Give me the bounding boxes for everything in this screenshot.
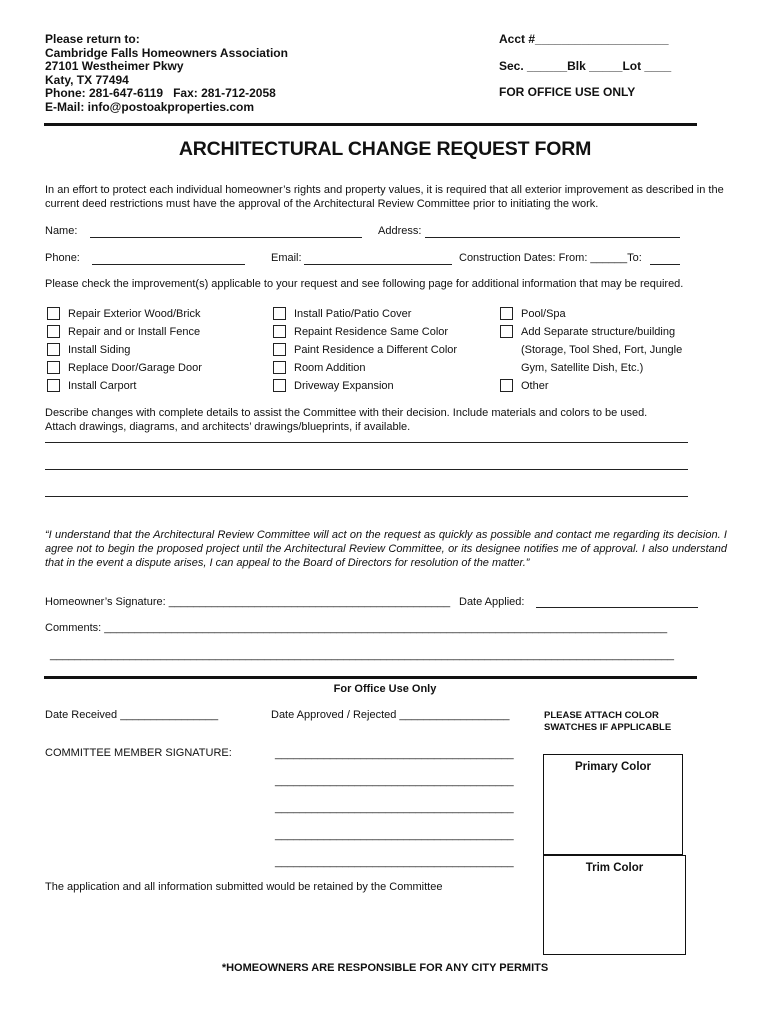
street-address: 27101 Westheimer Pkwy xyxy=(45,59,184,73)
date-applied-label: Date Applied: xyxy=(459,596,525,608)
committee-signature-line-3[interactable]: _______________________________________ xyxy=(275,802,514,814)
office-use-label: FOR OFFICE USE ONLY xyxy=(499,85,636,99)
label-pool: Pool/Spa xyxy=(521,308,566,320)
address-input[interactable] xyxy=(425,237,680,238)
retained-note: The application and all information submitted would be retained by the Committee xyxy=(45,881,443,893)
label-fence: Repair and or Install Fence xyxy=(68,326,201,338)
date-applied-input[interactable] xyxy=(536,607,698,608)
committee-signature-label: COMMITTEE MEMBER SIGNATURE: xyxy=(45,747,232,759)
label-structure-examples-1: (Storage, Tool Shed, Fort, Jungle xyxy=(521,344,683,356)
header-divider xyxy=(44,123,697,126)
checkbox-paint-different[interactable] xyxy=(273,343,286,356)
association-name: Cambridge Falls Homeowners Association xyxy=(45,45,288,60)
sec-blk-lot-field[interactable]: Sec. ______Blk _____Lot ____ xyxy=(499,59,672,73)
email-address: E-Mail: info@postoakproperties.com xyxy=(45,99,255,114)
primary-color-label: Primary Color xyxy=(574,761,652,773)
homeowner-statement: “I understand that the Architectural Review Committee will act on the request as quickly as possible and contact me regarding its decision. I agree not to begin the proposed project until the Architectural Review Committee, or its designee notifies me of approval. I also understand that in the event a dispute arises, I can appeal to the Board of Directors for resolution of the matter.” xyxy=(45,529,727,569)
construction-to-input[interactable] xyxy=(650,264,680,265)
description-line-2[interactable] xyxy=(45,469,688,470)
checkbox-patio[interactable] xyxy=(273,307,286,320)
homeowner-signature-field[interactable]: Homeowner’s Signature: ______________________________________________ xyxy=(45,596,451,608)
committee-signature-line-1[interactable]: _______________________________________ xyxy=(275,748,514,760)
label-repaint-same: Repaint Residence Same Color xyxy=(294,326,449,338)
date-received-field[interactable]: Date Received ________________ xyxy=(45,709,219,721)
checkbox-carport[interactable] xyxy=(47,379,60,392)
describe-instructions: Describe changes with complete details to assist the Committee with their decision. Include materials and colors to be used. xyxy=(45,407,648,419)
checkbox-other[interactable] xyxy=(500,379,513,392)
return-address-block xyxy=(45,33,288,114)
checkbox-pool[interactable] xyxy=(500,307,513,320)
label-room-addition: Room Addition xyxy=(294,362,366,374)
address-label: Address: xyxy=(378,225,422,237)
intro-paragraph: In an effort to protect each individual homeowner’s rights and property values, it is required that all exterior improvement as described in the current deed restrictions must have the approval of the Architectural Review Committee prior to initiating the work. xyxy=(45,184,724,210)
form-title: ARCHITECTURAL CHANGE REQUEST FORM xyxy=(178,138,592,160)
construction-dates-label: Construction Dates: From: ______To: xyxy=(459,252,642,264)
checkbox-separate-structure[interactable] xyxy=(500,325,513,338)
label-paint-different: Paint Residence a Different Color xyxy=(294,344,458,356)
label-siding: Install Siding xyxy=(68,344,131,356)
attach-swatches-note xyxy=(544,710,671,734)
return-to-label: Please return to: xyxy=(45,32,140,46)
office-use-heading: For Office Use Only xyxy=(333,683,437,695)
check-instructions: Please check the improvement(s) applicable to your request and see following page for additional information that may be required. xyxy=(45,278,684,290)
checkbox-repair-exterior[interactable] xyxy=(47,307,60,320)
label-separate-structure: Add Separate structure/building xyxy=(521,326,676,338)
date-approved-field[interactable]: Date Approved / Rejected __________________ xyxy=(271,709,510,721)
comments-field[interactable]: Comments: ____________________________________________________________________________________________ xyxy=(45,622,668,634)
email-label: Email: xyxy=(271,252,302,264)
label-structure-examples-2: Gym, Satellite Dish, Etc.) xyxy=(521,362,644,374)
label-repair-exterior: Repair Exterior Wood/Brick xyxy=(68,308,201,320)
committee-signature-line-4[interactable]: _______________________________________ xyxy=(275,829,514,841)
checkbox-door[interactable] xyxy=(47,361,60,374)
checkbox-siding[interactable] xyxy=(47,343,60,356)
city-permits-note: *HOMEOWNERS ARE RESPONSIBLE FOR ANY CITY PERMITS xyxy=(221,962,549,974)
acct-field[interactable]: Acct #____________________ xyxy=(499,32,669,46)
primary-color-box[interactable] xyxy=(543,754,683,855)
name-label: Name: xyxy=(45,225,78,237)
phone-fax: Phone: 281-647-6119 Fax: 281-712-2058 xyxy=(45,86,276,100)
checkbox-repaint-same[interactable] xyxy=(273,325,286,338)
label-door: Replace Door/Garage Door xyxy=(68,362,202,374)
trim-color-box[interactable] xyxy=(543,855,686,955)
checkbox-fence[interactable] xyxy=(47,325,60,338)
attach-swatches-line-1: PLEASE ATTACH COLOR xyxy=(544,710,659,721)
label-carport: Install Carport xyxy=(68,380,137,392)
office-divider xyxy=(44,676,697,679)
attach-instructions: Attach drawings, diagrams, and architects’ drawings/blueprints, if available. xyxy=(45,421,411,433)
comments-line-2[interactable]: ______________________________________________________________________________________________________ xyxy=(50,649,675,661)
trim-color-label: Trim Color xyxy=(585,862,644,874)
description-line-3[interactable] xyxy=(45,496,688,497)
label-patio: Install Patio/Patio Cover xyxy=(294,308,412,320)
description-line-1[interactable] xyxy=(45,442,688,443)
phone-input[interactable] xyxy=(92,264,245,265)
committee-signature-line-5[interactable]: _______________________________________ xyxy=(275,856,514,868)
name-input[interactable] xyxy=(90,237,362,238)
city-state-zip: Katy, TX 77494 xyxy=(45,72,129,87)
email-input[interactable] xyxy=(304,264,452,265)
label-driveway: Driveway Expansion xyxy=(294,380,394,392)
phone-label: Phone: xyxy=(45,252,80,264)
attach-swatches-line-2: SWATCHES IF APPLICABLE xyxy=(544,722,672,733)
label-other: Other xyxy=(521,380,549,392)
committee-signature-line-2[interactable]: _______________________________________ xyxy=(275,775,514,787)
checkbox-room-addition[interactable] xyxy=(273,361,286,374)
checkbox-driveway[interactable] xyxy=(273,379,286,392)
